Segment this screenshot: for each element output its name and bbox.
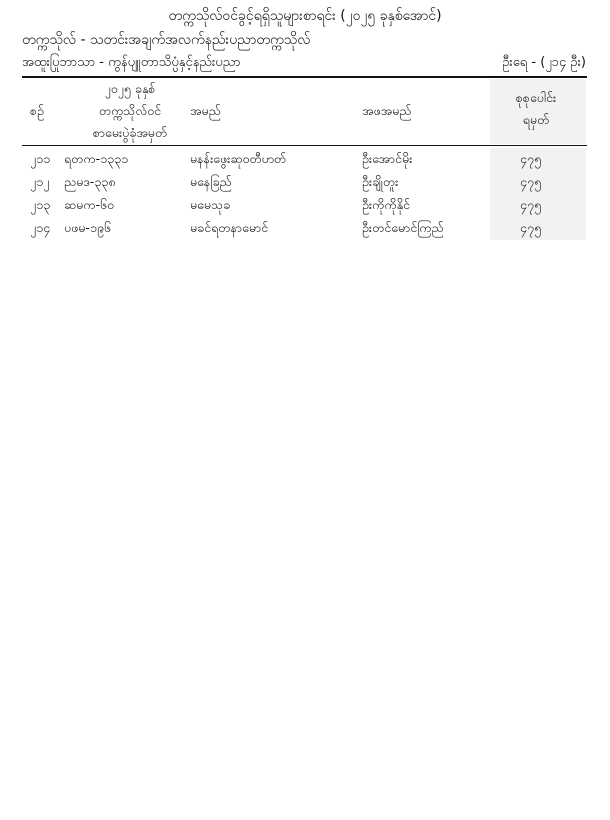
cell-name: မမေသုခ [190, 197, 231, 212]
department-line: အထူးပြုဘာသာ - ကွန်ပျူတာသိပ္ပံနှင့်နည်းပညာ [22, 55, 241, 70]
cell-father: ဦးတင်မောင်ကြည် [362, 220, 444, 235]
column-header-father: အဖအမည် [362, 103, 412, 118]
cell-no: ၂၁၄ [30, 220, 51, 235]
table-row [0, 147, 610, 170]
column-header-total-line2: ရမှတ် [522, 112, 550, 127]
cell-total: ၄၇၅ [520, 174, 542, 189]
total-students: ဦးရေ - (၂၁၄ ဦး) [502, 55, 586, 70]
cell-name: မနေခြည် [190, 174, 232, 189]
column-header-name: အမည် [190, 103, 221, 118]
table-row [0, 216, 610, 239]
cell-name: မနန်းဖွေးဆုဝတီဟတ် [190, 151, 287, 166]
column-header-total-line1: စုစုပေါင်း [515, 90, 557, 105]
column-header-total [505, 87, 567, 131]
cell-total: ၄၇၅ [520, 220, 542, 235]
column-header-exam-line3: စာမေးပွဲခုံအမှတ် [92, 125, 168, 140]
cell-name: မခင်ရတနာမောင် [190, 220, 269, 235]
cell-no: ၂၁၂ [30, 174, 50, 189]
cell-exam-number: ညမဒ-၃၃၈ [64, 174, 116, 189]
cell-exam-number: ရတက-၁၃၃၁ [64, 151, 129, 166]
cell-no: ၂၁၃ [30, 197, 51, 212]
column-header-exam-line1: ၂၀၂၅ ခုနှစ် [104, 81, 156, 96]
cell-total: ၄၇၅ [520, 151, 542, 166]
cell-exam-number: ဆမက-၆၀ [64, 197, 115, 212]
column-header-exam-line2: တက္ကသိုလ်ဝင် [98, 103, 162, 118]
cell-father: ဦးအောင်မိုး [362, 151, 413, 166]
university-line: တက္ကသိုလ် - သတင်းအချက်အလက်နည်းပညာတက္ကသိုလ် [22, 32, 311, 48]
column-header-exam-number [82, 78, 178, 144]
cell-no: ၂၁၁ [30, 151, 51, 166]
page-title: တက္ကသိုလ်ဝင်ခွင့်ရရှိသူများစာရင်း (၂၀၂၅ ခုနှစ်အောင်) [168, 8, 442, 24]
column-header-no: စဉ် [30, 103, 44, 118]
table-header-rule [22, 145, 587, 146]
cell-total: ၄၇၅ [520, 197, 542, 212]
table-row [0, 193, 610, 216]
table-row [0, 170, 610, 193]
cell-exam-number: ပဖမ-၁၉၆ [64, 220, 112, 235]
cell-father: ဦးကိုကိုနိုင် [362, 197, 410, 212]
cell-father: ဦးချိုတူး [362, 174, 399, 189]
